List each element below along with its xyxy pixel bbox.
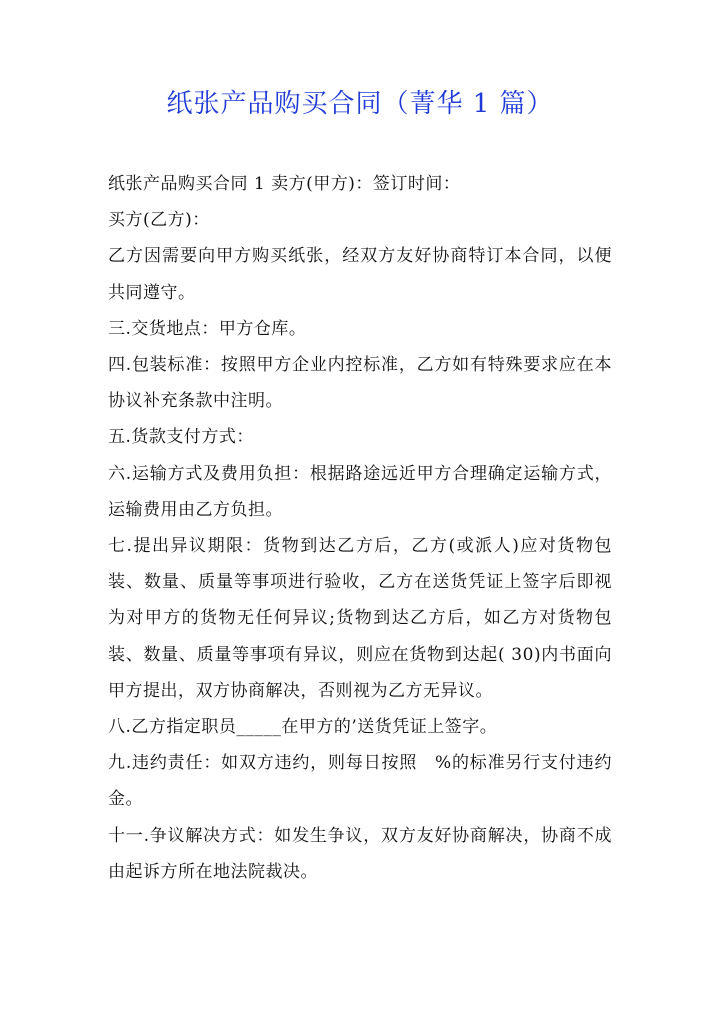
- paragraph-dispute-resolution: 十一.争议解决方式：如发生争议，双方友好协商解决，协商不成由起诉方所在地法院裁决。: [108, 825, 612, 882]
- paragraph-seller-header: 纸张产品购买合同 1 卖方(甲方)：签订时间：: [108, 174, 461, 194]
- paragraph-buyer: 买方(乙方)：: [108, 210, 210, 231]
- document-title: 纸张产品购买合同（菁华 1 篇）: [166, 89, 554, 119]
- paragraph-preamble: 乙方因需要向甲方购买纸张，经双方友好协商特订本合同，以便共同遵守。: [108, 246, 612, 303]
- paragraph-payment-method: 五.货款支付方式：: [108, 427, 254, 448]
- paragraph-breach-liability: 九.违约责任：如双方违约，则每日按照 %的标准另行支付违约金。: [108, 753, 612, 810]
- paragraph-packaging-standard: 四.包装标准：按照甲方企业内控标准，乙方如有特殊要求应在本协议补充条款中注明。: [108, 355, 612, 412]
- paragraph-designated-staff: 八.乙方指定职员_____在甲方的’送货凭证上签字。: [108, 717, 498, 738]
- paragraph-objection-period: 七.提出异议期限：货物到达乙方后，乙方(或派人)应对货物包装、数量、质量等事项进行验收，乙方在送货凭证上签字后即视为对甲方的货物无任何异议;货物到达乙方后，如乙方对货物包装、数量、质量等事项有异议，则应在货物到达起( 30)内书面向甲方提出，双方协商解决，否则视为乙方无异议。: [108, 536, 612, 701]
- document-body: [108, 166, 612, 890]
- paragraph-delivery-location: 三.交货地点：甲方仓库。: [108, 318, 307, 339]
- paragraph-transport: 六.运输方式及费用负担：根据路途远近甲方合理确定运输方式，运输费用由乙方负担。: [108, 463, 612, 520]
